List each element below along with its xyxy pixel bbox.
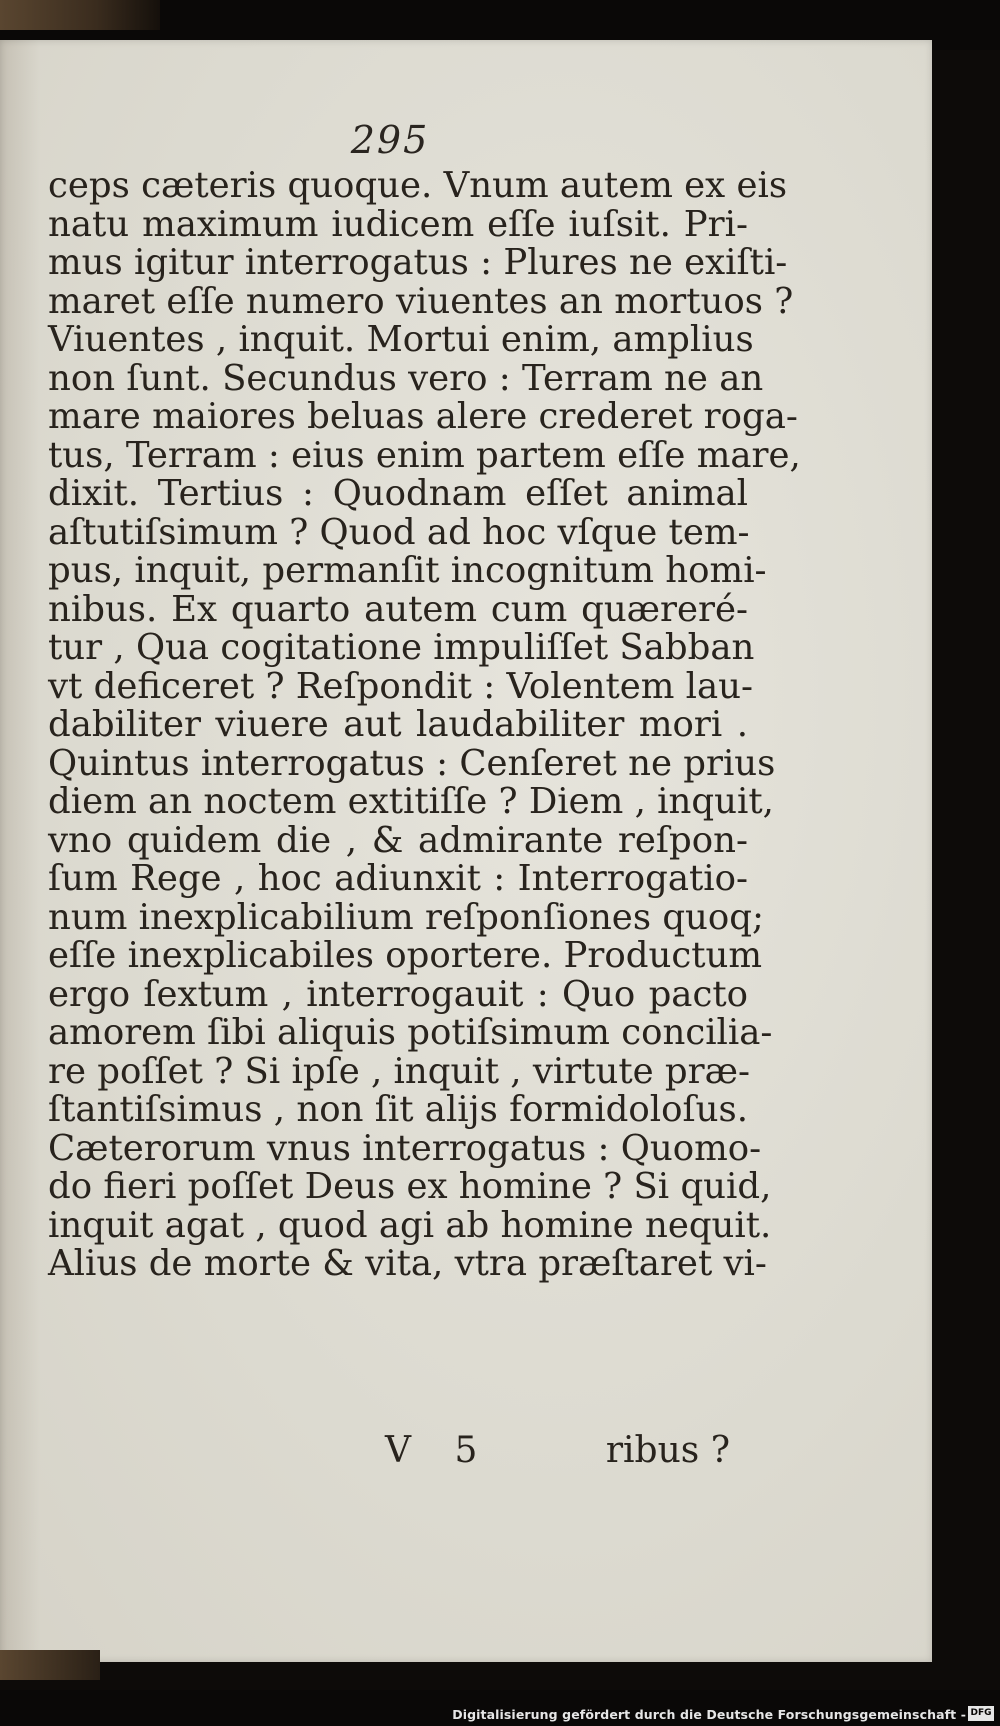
digitization-credit: Digitalisierung gefördert durch die Deutsche Forschungsgemeinschaft - — [452, 1707, 966, 1722]
text-line: vt deficeret ? Reſpondit : Volentem lau- — [48, 665, 754, 707]
text-line: mare maiores beluas alere crederet roga- — [48, 396, 798, 437]
text-line: mus igitur interrogatus : Plures ne exiſti- — [48, 242, 788, 283]
text-line: Cæterorum vnus interrogatus : Quomo- — [48, 1127, 762, 1169]
text-line: maret eſſe numero viuentes an mortuos ? — [48, 280, 794, 322]
page-footer — [385, 1430, 730, 1471]
text-line: tur , Qua cogitatione impuliſſet Sabban — [48, 627, 755, 668]
text-line: aſtutiſsimum ? Quod ad hoc vſque tem- — [48, 511, 750, 553]
text-line: Quintus interrogatus : Cenſeret ne prius — [48, 742, 776, 784]
text-line: do fieri poſſet Deus ex homine ? Si quid, — [48, 1166, 772, 1207]
text-line: num inexplicabilium reſponſiones quoq; — [48, 896, 764, 938]
book-page — [0, 40, 932, 1662]
text-line: inquit agat , quod agi ab homine nequit. — [48, 1204, 772, 1246]
text-line: amorem ſibi aliquis potiſsimum concilia- — [48, 1012, 773, 1053]
text-line: natu maximum iudicem eſſe iuſsit. Pri- — [48, 203, 748, 245]
text-line: ſtantiſsimus , non ſit alijs formidoloſus. — [48, 1089, 748, 1130]
signature-mark: V 5 — [385, 1430, 494, 1471]
text-line: tus, Terram : eius enim partem eſſe mare, — [48, 434, 801, 476]
text-line: ceps cæteris quoque. Vnum autem ex eis — [48, 165, 788, 206]
text-line: dabiliter viuere aut laudabiliter mori . — [48, 704, 748, 745]
book-cover-corner-bottom — [0, 1650, 100, 1680]
text-line: ſum Rege , hoc adiunxit : Interrogatio- — [48, 858, 748, 899]
body-text — [48, 165, 801, 1284]
text-line: vno quidem die , & admirante reſpon- — [48, 819, 748, 861]
text-line: eſſe inexplicabiles oportere. Productum — [48, 935, 763, 976]
text-line: diem an noctem extitiſſe ? Diem , inquit, — [48, 781, 774, 822]
text-line: dixit. Tertius : Quodnam eſſet animal — [48, 473, 748, 514]
text-line: pus, inquit, permanſit incognitum homi- — [48, 550, 767, 591]
text-line: ergo ſextum , interrogauit : Quo pacto — [48, 973, 748, 1015]
text-line: non ſunt. Secundus vero : Terram ne an — [48, 357, 764, 399]
text-line: Viuentes , inquit. Mortui enim, amplius — [48, 319, 754, 360]
book-cover-corner — [0, 0, 160, 30]
catchword: ribus ? — [605, 1430, 730, 1471]
page-number: 295 — [350, 118, 430, 162]
text-line: nibus. Ex quarto autem cum quæreré- — [48, 588, 748, 630]
text-line: Alius de morte & vita, vtra præſtaret vi- — [48, 1243, 767, 1284]
text-line: re poſſet ? Si ipſe , inquit , virtute præ- — [48, 1050, 750, 1092]
dfg-logo: DFG — [968, 1706, 994, 1721]
